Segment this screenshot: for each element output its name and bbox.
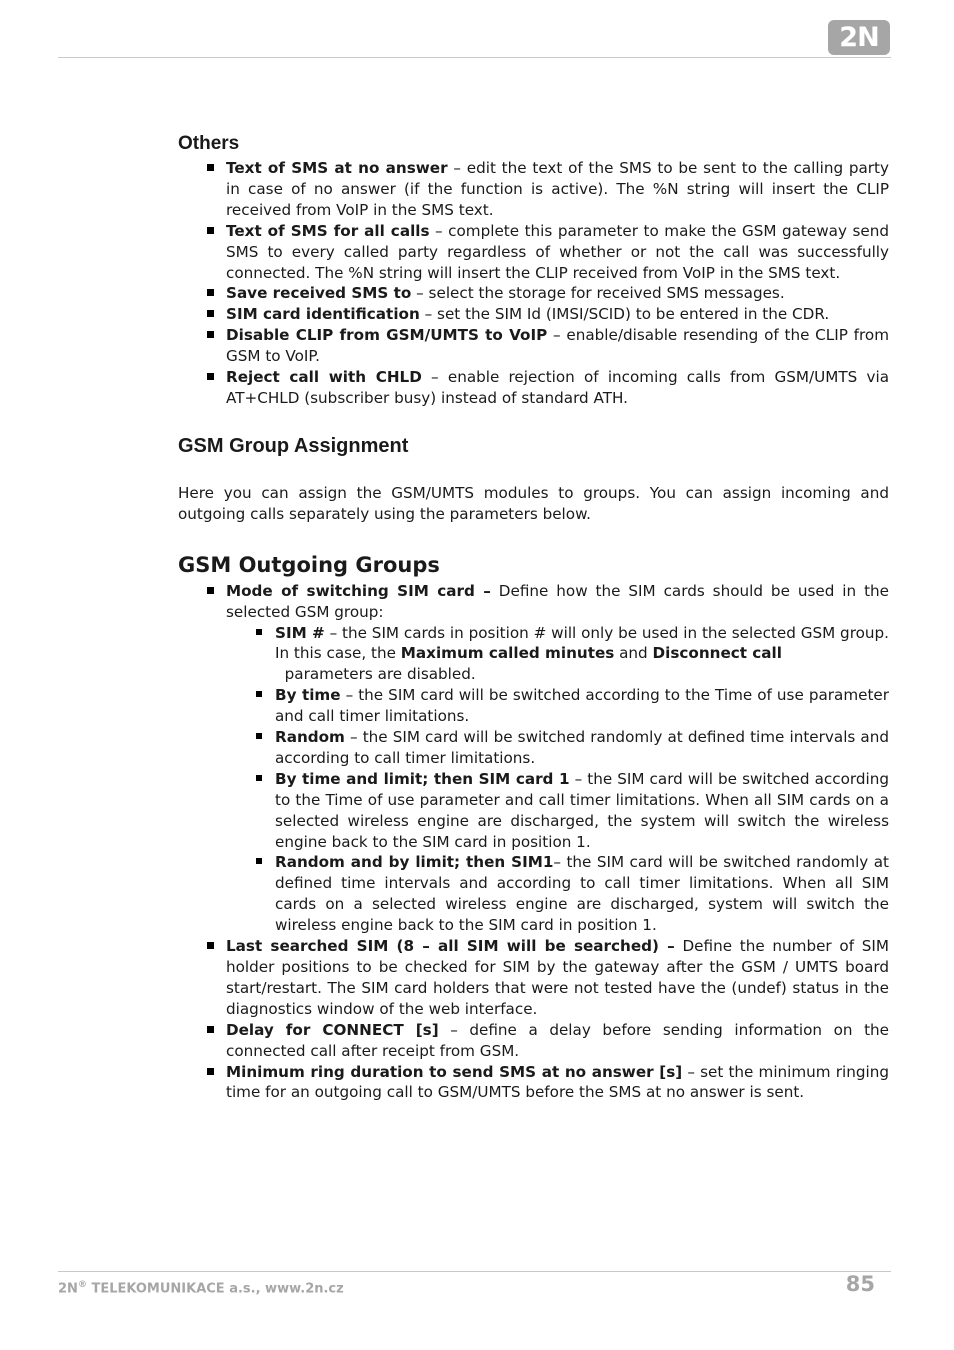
section-title-others: Others <box>178 133 240 154</box>
item-text: – the SIM cards in position # will only be used in the selected GSM group. In this case, the <box>275 623 889 663</box>
footer-divider <box>58 1271 891 1272</box>
item-text: – complete this parameter to make the GSM gateway send SMS to every called party regardless of whether or not the call was successfully connected. The %N string will insert the CLIP received from VoIP in the SMS text. <box>226 221 889 282</box>
item-text: Define the number of SIM holder positions to be checked for SIM by the gateway after the GSM / UMTS board start/restart. The SIM card holders that were not tested have the (undef) status in the diagnostics window of the web interface. <box>226 937 889 1018</box>
item-text: – the SIM card will be switched randomly at defined time intervals and according to call timer limitations. <box>275 728 889 767</box>
item-term: SIM # <box>275 623 325 642</box>
footer-company <box>58 1280 344 1296</box>
item-term: Minimum ring duration to send SMS at no answer [s] <box>226 1062 683 1081</box>
page-content <box>178 130 889 1103</box>
item-text: – select the storage for received SMS messages. <box>411 284 785 303</box>
item-text: – edit the text of the SMS to be sent to the calling party in case of no answer (if the function is active). The %N string will insert the CLIP received from VoIP in the SMS text. <box>226 159 889 219</box>
outgoing-list <box>178 581 889 1104</box>
item-text: – enable rejection of incoming calls from GSM/UMTS via AT+CHLD (subscriber busy) instead of standard ATH. <box>226 368 889 407</box>
item-text: – set the minimum ringing time for an outgoing call to GSM/UMTS before the SMS at no answer is sent. <box>226 1062 889 1102</box>
item-text: – enable/disable resending of the CLIP from GSM to VoIP. <box>226 326 889 366</box>
item-text: – set the SIM Id (IMSI/SCID) to be entered in the CDR. <box>419 305 830 324</box>
item-term: SIM card identification <box>226 305 420 324</box>
item-term: Maximum called minutes <box>400 644 615 663</box>
list-item <box>226 304 889 325</box>
sub-list-item <box>275 769 889 853</box>
list-item <box>226 936 889 1020</box>
item-term: By time and limit; then SIM card 1 <box>275 769 570 788</box>
footer-company-text: TELEKOMUNIKACE a.s., www.2n.cz <box>86 1281 344 1297</box>
item-text: – the SIM card will be switched randomly at defined time intervals and according to call timer limitations. When all SIM cards on a selected wireless engine are discharged, system will switch the wireless engine back to the SIM card in position 1. <box>275 853 890 935</box>
sub-list-item <box>275 852 889 936</box>
section-title-gsm-outgoing-groups: GSM Outgoing Groups <box>178 552 440 577</box>
header-divider <box>58 57 891 58</box>
sub-list-item <box>275 727 889 769</box>
item-term: Delay for CONNECT [s] <box>226 1020 439 1039</box>
switching-mode-list <box>226 623 889 937</box>
item-term: By time <box>275 686 341 705</box>
sub-list-item <box>275 685 889 727</box>
list-item <box>226 158 889 221</box>
item-term: Reject call with CHLD <box>226 368 422 387</box>
item-term: Random <box>275 728 345 747</box>
registered-mark: ® <box>77 1280 87 1290</box>
page-number: 85 <box>845 1272 875 1296</box>
item-term: Text of SMS at no answer <box>226 159 448 177</box>
others-list <box>178 158 889 409</box>
list-item <box>226 1062 889 1104</box>
brand-logo: 2N <box>828 20 890 55</box>
item-text: and <box>614 644 653 663</box>
item-term: Disable CLIP from GSM/UMTS to VoIP <box>226 326 548 345</box>
list-item <box>226 283 889 304</box>
list-item <box>226 325 889 367</box>
list-item <box>226 581 889 936</box>
section-title-gsm-group-assignment: GSM Group Assignment <box>178 434 409 457</box>
item-text: – the SIM card will be switched according to the Time of use parameter and call timer limitations. <box>275 686 889 726</box>
list-item <box>226 221 889 284</box>
sub-list-item <box>275 623 889 686</box>
item-term: Disconnect call <box>652 644 782 663</box>
item-term: Random and by limit; then SIM1 <box>275 853 554 872</box>
item-text: – define a delay before sending information on the connected call after receipt from GSM. <box>226 1020 889 1060</box>
item-term: Save received SMS to <box>226 284 412 303</box>
list-item <box>226 367 889 409</box>
item-text: – the SIM card will be switched according to the Time of use parameter and call timer limitations. When all SIM cards on a selected wireless engine are discharged, the system will switch the wireless engine back to the SIM card in position 1. <box>275 769 890 851</box>
item-term: Text of SMS for all calls <box>226 221 430 240</box>
footer-brand: 2N <box>58 1281 78 1297</box>
list-item <box>226 1020 889 1062</box>
item-text: parameters are disabled. <box>275 665 476 684</box>
item-term: Mode of switching SIM card – <box>226 581 491 600</box>
item-term: Last searched SIM (8 – all SIM will be searched) – <box>226 937 675 956</box>
group-assignment-text: Here you can assign the GSM/UMTS modules to groups. You can assign incoming and outgoing calls separately using the parameters below. <box>178 483 889 523</box>
item-text: Define how the SIM cards should be used in the selected GSM group: <box>226 581 889 621</box>
